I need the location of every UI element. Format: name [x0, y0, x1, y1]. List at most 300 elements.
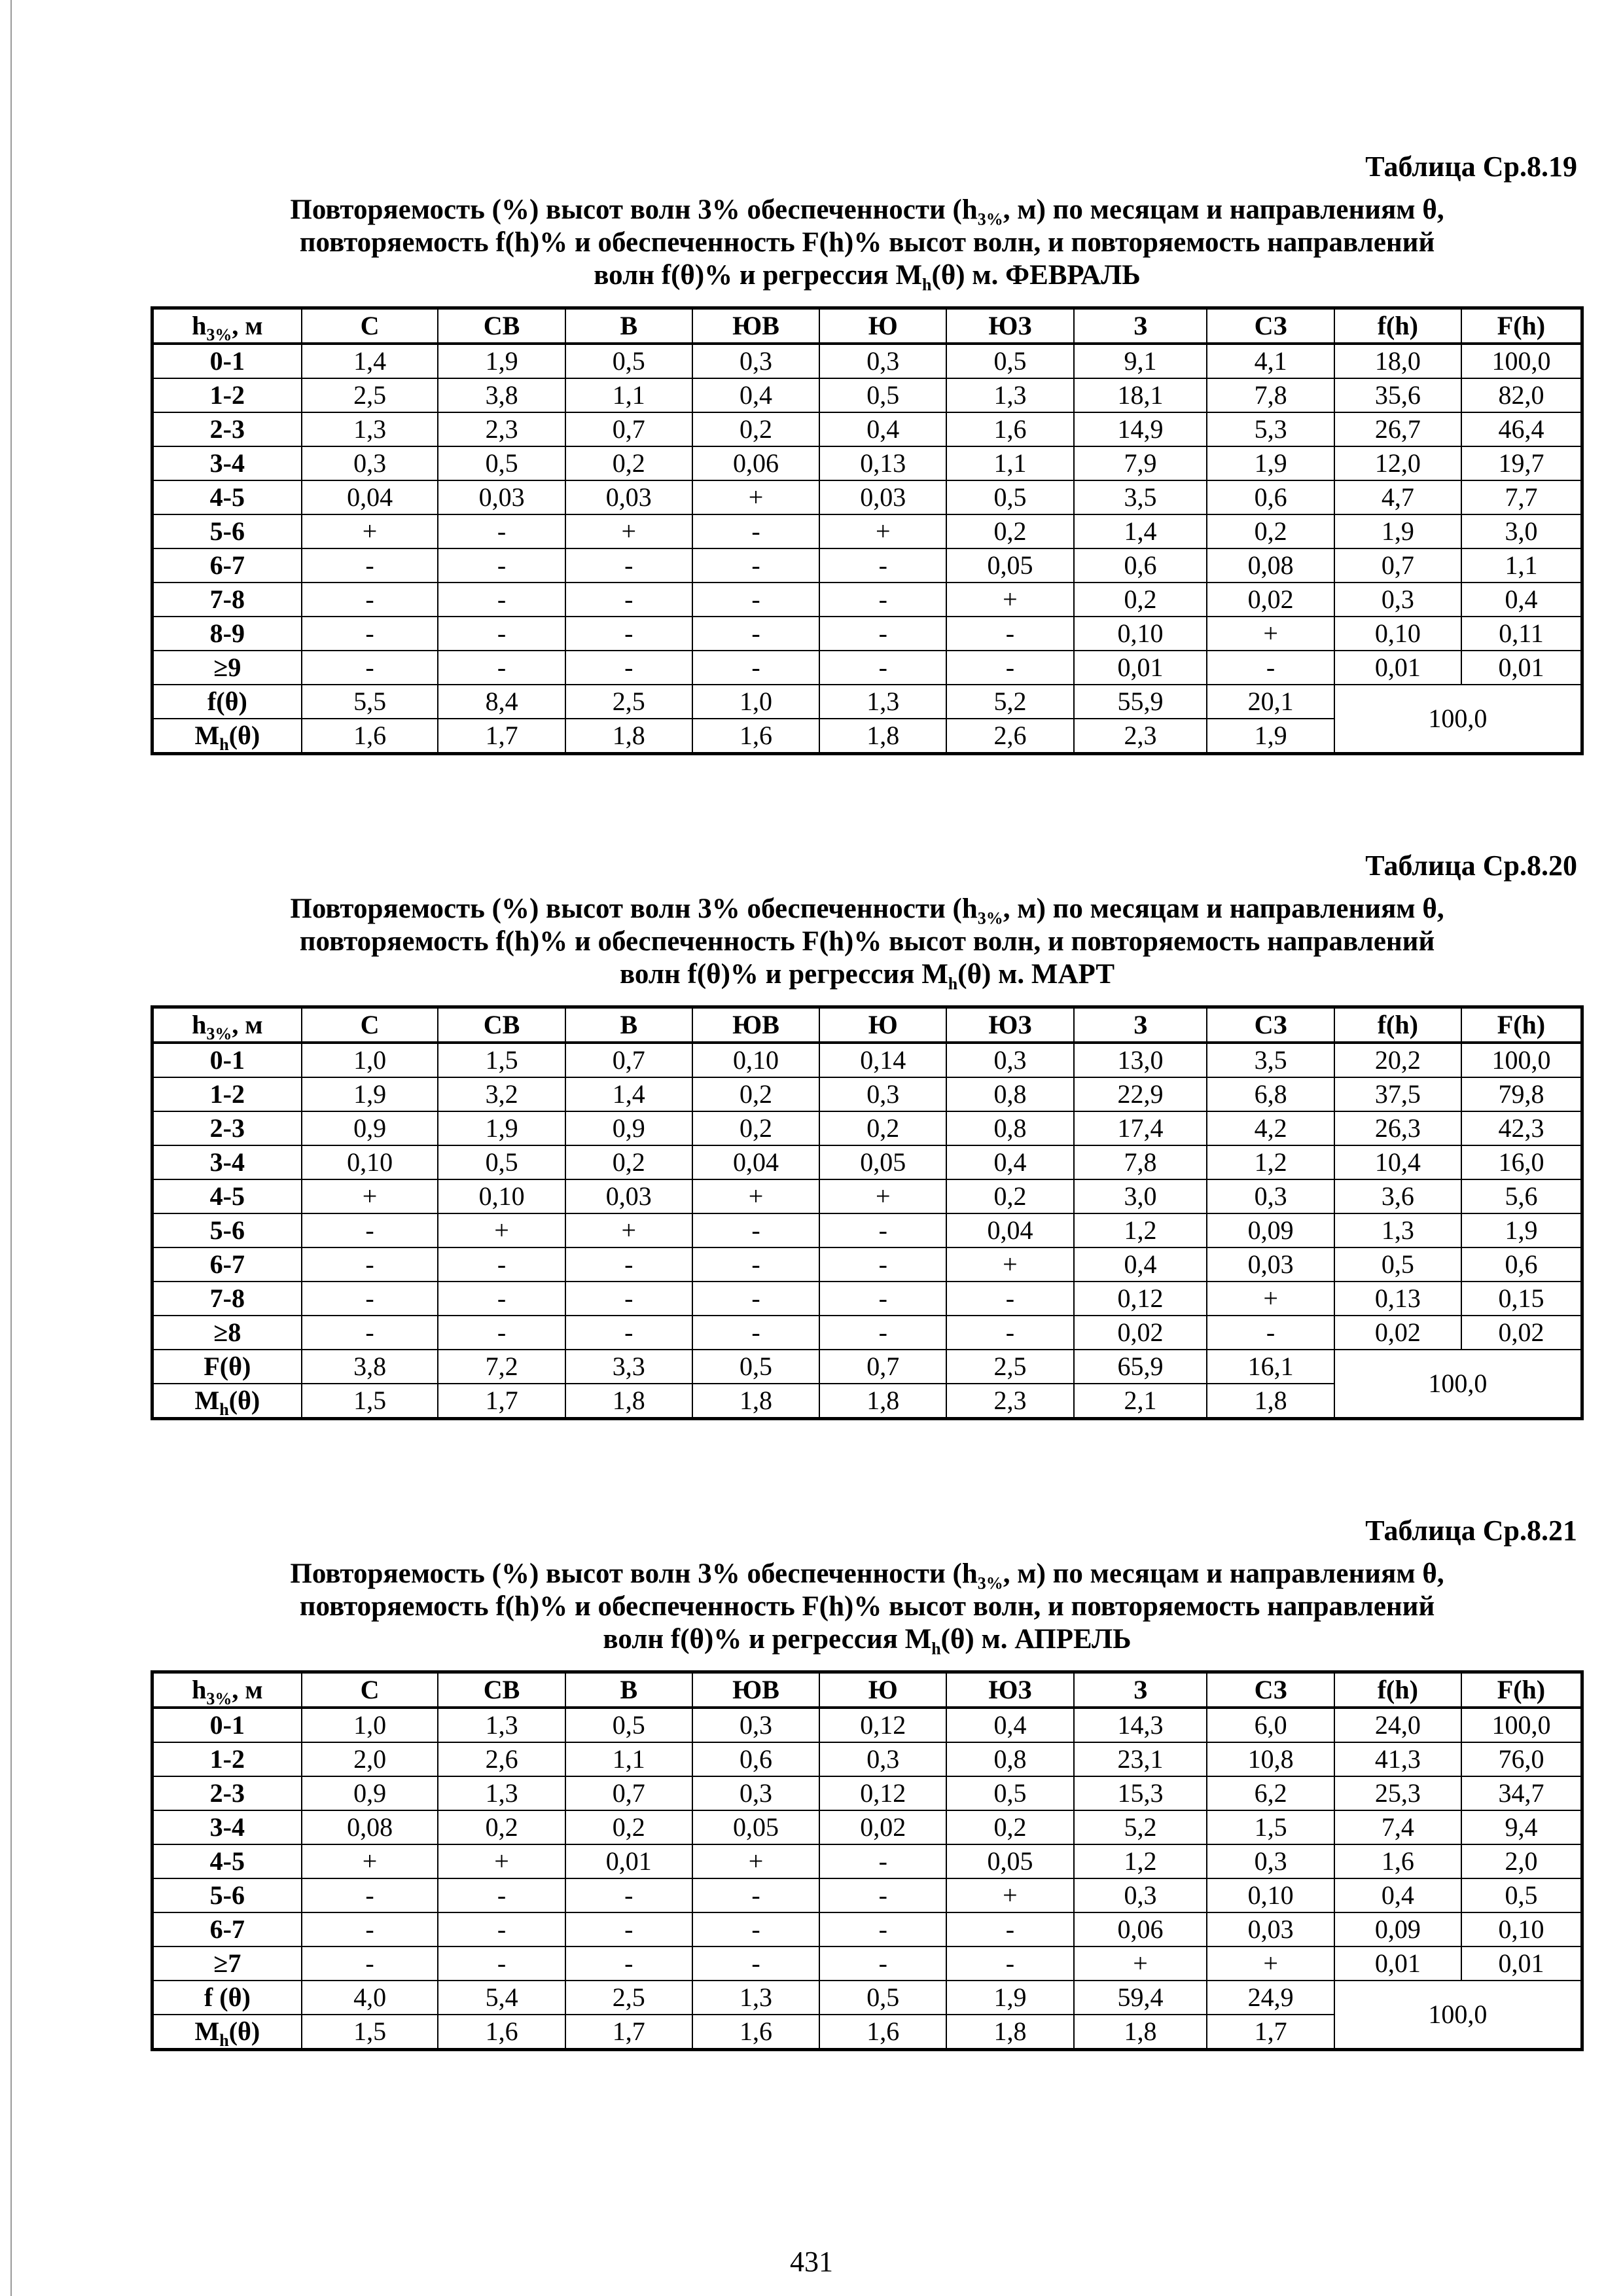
table-cell: 0,5 [819, 1981, 946, 2015]
table-cell: 18,0 [1334, 344, 1461, 378]
table-cell: - [692, 548, 819, 583]
table-section-8-20 [151, 848, 1584, 1420]
row-label: 6-7 [152, 548, 302, 583]
table-cell: 0,10 [692, 1043, 819, 1077]
table-row [152, 1708, 1582, 1742]
table-cell: - [438, 583, 565, 617]
table-caption [151, 893, 1584, 994]
table-cell: 0,12 [819, 1708, 946, 1742]
table-cell: - [565, 1912, 692, 1946]
table-cell: 1,6 [946, 412, 1073, 446]
wave-height-table-march [151, 1005, 1584, 1420]
table-cell: 0,02 [1461, 1316, 1582, 1350]
column-header: СВ [438, 1672, 565, 1708]
table-cell: 1,8 [565, 719, 692, 754]
table-cell: 0,04 [302, 480, 438, 514]
column-header: СЗ [1207, 1672, 1334, 1708]
table-cell: 0,08 [1207, 548, 1334, 583]
total-cell: 100,0 [1334, 1981, 1582, 2050]
table-cell: 26,7 [1334, 412, 1461, 446]
table-cell: 2,3 [946, 1384, 1073, 1419]
table-cell: 26,3 [1334, 1111, 1461, 1145]
table-cell: 0,3 [819, 1077, 946, 1111]
row-label: $M_h(\theta)$ [152, 1384, 302, 1419]
table-cell: 0,3 [819, 344, 946, 378]
table-row [152, 583, 1582, 617]
table-cell: - [692, 651, 819, 685]
table-cell: 5,3 [1207, 412, 1334, 446]
table-cell: 0,7 [565, 1776, 692, 1810]
table-cell: 19,7 [1461, 446, 1582, 480]
table-cell: 3,0 [1461, 514, 1582, 548]
table-cell: 10,8 [1207, 1742, 1334, 1776]
table-cell: 1,1 [946, 446, 1073, 480]
table-cell: 16,0 [1461, 1145, 1582, 1179]
table-cell: 0,14 [819, 1043, 946, 1077]
table-cell: 15,3 [1074, 1776, 1207, 1810]
table-cell: 1,8 [565, 1384, 692, 1419]
table-number: Таблица Ср.8.20 [1365, 850, 1577, 882]
table-cell: 0,01 [1461, 1946, 1582, 1981]
wave-height-table-february [151, 306, 1584, 755]
table-cell: - [302, 1912, 438, 1946]
table-row [152, 1111, 1582, 1145]
row-label: 2-3 [152, 1111, 302, 1145]
row-label: F(θ) [152, 1350, 302, 1384]
table-cell: 1,2 [1207, 1145, 1334, 1179]
row-label: 7-8 [152, 1282, 302, 1316]
table-cell: + [1207, 1282, 1334, 1316]
table-cell: 0,03 [565, 480, 692, 514]
table-cell: 0,4 [946, 1145, 1073, 1179]
table-cell: 0,2 [946, 1179, 1073, 1213]
table-row [152, 1077, 1582, 1111]
table-cell: 1,9 [1207, 719, 1334, 754]
table-cell: 0,10 [1207, 1878, 1334, 1912]
table-cell: 0,13 [1334, 1282, 1461, 1316]
table-cell: 2,3 [1074, 719, 1207, 754]
table-cell: 8,4 [438, 685, 565, 719]
table-row [152, 1316, 1582, 1350]
table-cell: 1,6 [1334, 1844, 1461, 1878]
table-cell: 0,6 [1074, 548, 1207, 583]
table-cell: + [1074, 1946, 1207, 1981]
table-cell: 0,10 [1074, 617, 1207, 651]
table-cell: 0,5 [565, 1708, 692, 1742]
table-cell: 1,8 [1207, 1384, 1334, 1419]
caption-line: волн f(θ)% и регрессия $M_h(\theta)$ м. МАРТ [620, 959, 1115, 994]
table-cell: - [692, 1213, 819, 1247]
table-cell: + [946, 1247, 1073, 1282]
table-cell: 0,03 [1207, 1912, 1334, 1946]
table-cell: 46,4 [1461, 412, 1582, 446]
table-cell: 1,7 [565, 2015, 692, 2050]
table-cell: 1,4 [565, 1077, 692, 1111]
table-cell: 4,7 [1334, 480, 1461, 514]
row-label: f (θ) [152, 1981, 302, 2015]
table-cell: + [302, 1179, 438, 1213]
row-label: 5-6 [152, 1213, 302, 1247]
table-row [152, 1844, 1582, 1878]
table-cell: 3,3 [565, 1350, 692, 1384]
caption-line: Повторяемость (%) высот волн 3% обеспеченности ($h_{3\%}$, м) по месяцам и направлениям θ, [290, 194, 1444, 229]
table-cell: 0,01 [565, 1844, 692, 1878]
row-label: 6-7 [152, 1247, 302, 1282]
table-cell: 41,3 [1334, 1742, 1461, 1776]
table-cell: - [819, 1213, 946, 1247]
column-header: Ю [819, 1672, 946, 1708]
caption-line: повторяемость f(h)% и обеспеченность F(h)% высот волн, и повторяемость направлений [299, 926, 1435, 957]
table-cell: 0,02 [819, 1810, 946, 1844]
table-cell: 1,5 [302, 2015, 438, 2050]
table-cell: 1,8 [1074, 2015, 1207, 2050]
column-header: $h_{3\%}$, м [152, 308, 302, 344]
row-label: 5-6 [152, 1878, 302, 1912]
table-cell: 3,5 [1074, 480, 1207, 514]
table-cell: 1,9 [438, 344, 565, 378]
table-cell: 7,8 [1074, 1145, 1207, 1179]
table-cell: 3,0 [1074, 1179, 1207, 1213]
table-cell: - [946, 1912, 1073, 1946]
table-cell: - [692, 1316, 819, 1350]
table-cell: 0,7 [565, 412, 692, 446]
caption-line: Повторяемость (%) высот волн 3% обеспеченности ($h_{3\%}$, м) по месяцам и направлениям θ, [290, 1558, 1444, 1593]
table-cell: 79,8 [1461, 1077, 1582, 1111]
column-header: З [1074, 1007, 1207, 1043]
page-number: 431 [790, 2246, 833, 2278]
table-cell: 3,6 [1334, 1179, 1461, 1213]
row-label: 8-9 [152, 617, 302, 651]
row-label: 4-5 [152, 1179, 302, 1213]
table-cell: + [1207, 1946, 1334, 1981]
table-cell: 3,2 [438, 1077, 565, 1111]
table-cell: - [692, 1247, 819, 1282]
table-cell: - [565, 1282, 692, 1316]
table-cell: 76,0 [1461, 1742, 1582, 1776]
table-cell: 0,2 [946, 514, 1073, 548]
table-section-8-19 [151, 149, 1584, 755]
table-cell: 1,4 [302, 344, 438, 378]
table-cell: - [438, 651, 565, 685]
table-cell: 0,7 [565, 1043, 692, 1077]
table-cell: - [565, 583, 692, 617]
row-label: ≥8 [152, 1316, 302, 1350]
table-cell: 0,2 [692, 1077, 819, 1111]
table-cell: 0,5 [438, 1145, 565, 1179]
table-cell: - [1207, 651, 1334, 685]
caption-line: Повторяемость (%) высот волн 3% обеспеченности ($h_{3\%}$, м) по месяцам и направлениям θ, [290, 893, 1444, 928]
column-header: ЮВ [692, 308, 819, 344]
table-cell: - [692, 1946, 819, 1981]
table-cell: - [819, 1946, 946, 1981]
table-cell: 22,9 [1074, 1077, 1207, 1111]
column-header: СВ [438, 308, 565, 344]
table-cell: 0,7 [1334, 548, 1461, 583]
table-cell: 1,1 [565, 1742, 692, 1776]
column-header: f(h) [1334, 1672, 1461, 1708]
table-cell: - [565, 617, 692, 651]
table-cell: - [438, 1247, 565, 1282]
table-cell: 5,2 [946, 685, 1073, 719]
row-label: 3-4 [152, 1145, 302, 1179]
table-cell: - [565, 1946, 692, 1981]
table-cell: + [692, 1179, 819, 1213]
table-cell: 0,02 [1334, 1316, 1461, 1350]
column-header: ЮВ [692, 1672, 819, 1708]
table-cell: 7,7 [1461, 480, 1582, 514]
table-cell: 1,6 [692, 2015, 819, 2050]
table-cell: 0,03 [819, 480, 946, 514]
row-label: 7-8 [152, 583, 302, 617]
row-label: ≥9 [152, 651, 302, 685]
table-cell: 5,4 [438, 1981, 565, 2015]
table-cell: - [819, 1316, 946, 1350]
column-header: С [302, 1007, 438, 1043]
row-label: 3-4 [152, 1810, 302, 1844]
table-cell: 1,5 [438, 1043, 565, 1077]
table-cell: 25,3 [1334, 1776, 1461, 1810]
table-cell: 1,3 [819, 685, 946, 719]
table-row [152, 412, 1582, 446]
table-cell: 0,2 [565, 1810, 692, 1844]
row-label: 1-2 [152, 378, 302, 412]
table-cell: 1,0 [302, 1708, 438, 1742]
table-cell: 1,9 [1207, 446, 1334, 480]
table-cell: 0,3 [819, 1742, 946, 1776]
column-header: f(h) [1334, 1007, 1461, 1043]
table-cell: 0,6 [692, 1742, 819, 1776]
table-cell: 1,9 [946, 1981, 1073, 2015]
table-row [152, 344, 1582, 378]
table-cell: + [946, 583, 1073, 617]
table-cell: 0,01 [1334, 1946, 1461, 1981]
row-label: 6-7 [152, 1912, 302, 1946]
table-cell: 1,8 [819, 1384, 946, 1419]
caption-line: волн f(θ)% и регрессия $M_h(\theta)$ м. АПРЕЛЬ [603, 1624, 1132, 1659]
table-cell: 0,12 [1074, 1282, 1207, 1316]
table-cell: - [565, 651, 692, 685]
table-cell: + [565, 1213, 692, 1247]
column-header: З [1074, 308, 1207, 344]
table-cell: - [302, 617, 438, 651]
table-caption [151, 1558, 1584, 1659]
table-cell: - [302, 583, 438, 617]
scan-edge-line [10, 0, 12, 2296]
table-cell: 0,3 [692, 1776, 819, 1810]
row-label: ≥7 [152, 1946, 302, 1981]
table-cell: 1,9 [1461, 1213, 1582, 1247]
table-cell: - [438, 1912, 565, 1946]
row-label: $M_h(\theta)$ [152, 719, 302, 754]
row-label: 1-2 [152, 1077, 302, 1111]
table-cell: 4,0 [302, 1981, 438, 2015]
table-cell: 0,10 [1334, 617, 1461, 651]
table-cell: 1,6 [819, 2015, 946, 2050]
row-label: 0-1 [152, 1708, 302, 1742]
table-row [152, 1282, 1582, 1316]
table-cell: 2,5 [565, 1981, 692, 2015]
table-cell: 1,1 [1461, 548, 1582, 583]
table-row [152, 1912, 1582, 1946]
table-cell: 0,2 [819, 1111, 946, 1145]
table-cell: 1,6 [302, 719, 438, 754]
table-cell: 14,9 [1074, 412, 1207, 446]
table-cell: 0,3 [692, 344, 819, 378]
table-cell: + [692, 480, 819, 514]
table-cell: 1,8 [819, 719, 946, 754]
table-cell: 0,03 [565, 1179, 692, 1213]
table-cell: - [692, 1878, 819, 1912]
table-cell: 0,8 [946, 1077, 1073, 1111]
table-row [152, 1810, 1582, 1844]
table-cell: 0,4 [946, 1708, 1073, 1742]
table-cell: 2,0 [302, 1742, 438, 1776]
table-cell: - [692, 1282, 819, 1316]
table-cell: 1,3 [1334, 1213, 1461, 1247]
table-cell: 9,1 [1074, 344, 1207, 378]
table-cell: - [692, 1912, 819, 1946]
table-row [152, 548, 1582, 583]
table-row [152, 617, 1582, 651]
table-cell: 0,02 [1207, 583, 1334, 617]
table-cell: 10,4 [1334, 1145, 1461, 1179]
table-cell: + [946, 1878, 1073, 1912]
table-cell: - [819, 651, 946, 685]
table-cell: 1,9 [1334, 514, 1461, 548]
table-cell: 2,6 [438, 1742, 565, 1776]
table-cell: - [819, 617, 946, 651]
table-cell: - [946, 1282, 1073, 1316]
table-cell: 0,2 [692, 412, 819, 446]
table-cell: 7,8 [1207, 378, 1334, 412]
table-cell: 1,5 [1207, 1810, 1334, 1844]
table-cell: 1,8 [692, 1384, 819, 1419]
table-row [152, 1213, 1582, 1247]
table-cell: 0,2 [946, 1810, 1073, 1844]
table-cell: 2,5 [302, 378, 438, 412]
table-cell: 17,4 [1074, 1111, 1207, 1145]
table-cell: 4,1 [1207, 344, 1334, 378]
table-cell: 1,3 [946, 378, 1073, 412]
table-cell: 0,10 [302, 1145, 438, 1179]
table-cell: 2,3 [438, 412, 565, 446]
table-cell: 0,04 [692, 1145, 819, 1179]
table-cell: 0,03 [1207, 1247, 1334, 1282]
table-cell: 0,10 [1461, 1912, 1582, 1946]
table-cell: 0,3 [946, 1043, 1073, 1077]
table-cell: 1,7 [438, 719, 565, 754]
row-label: f(θ) [152, 685, 302, 719]
table-cell: - [565, 548, 692, 583]
table-row [152, 1145, 1582, 1179]
table-cell: 1,3 [302, 412, 438, 446]
table-cell: 6,8 [1207, 1077, 1334, 1111]
table-cell: - [302, 1213, 438, 1247]
table-cell: 0,8 [946, 1111, 1073, 1145]
table-cell: 0,4 [1334, 1878, 1461, 1912]
column-header: Ю [819, 308, 946, 344]
table-cell: 0,3 [302, 446, 438, 480]
table-cell: 0,4 [1461, 583, 1582, 617]
column-header: В [565, 1007, 692, 1043]
table-caption [151, 194, 1584, 295]
table-cell: 2,1 [1074, 1384, 1207, 1419]
table-cell: - [438, 1878, 565, 1912]
table-cell: - [946, 651, 1073, 685]
table-cell: 3,5 [1207, 1043, 1334, 1077]
table-cell: 0,10 [438, 1179, 565, 1213]
table-cell: 1,3 [438, 1708, 565, 1742]
column-header: В [565, 1672, 692, 1708]
table-cell: - [946, 1316, 1073, 1350]
table-cell: 1,3 [438, 1776, 565, 1810]
table-cell: 0,05 [819, 1145, 946, 1179]
table-cell: 1,1 [565, 378, 692, 412]
direction-frequency-row [152, 685, 1582, 719]
table-cell: 1,7 [1207, 2015, 1334, 2050]
column-header: ЮЗ [946, 1007, 1073, 1043]
table-cell: 16,1 [1207, 1350, 1334, 1384]
table-cell: 1,9 [438, 1111, 565, 1145]
table-number: Таблица Ср.8.19 [1365, 151, 1577, 183]
table-cell: - [302, 651, 438, 685]
table-cell: 0,9 [302, 1111, 438, 1145]
row-label: 4-5 [152, 480, 302, 514]
table-cell: - [819, 1247, 946, 1282]
table-row [152, 1179, 1582, 1213]
table-cell: 23,1 [1074, 1742, 1207, 1776]
column-header: ЮЗ [946, 1672, 1073, 1708]
column-header: З [1074, 1672, 1207, 1708]
column-header: F(h) [1461, 1007, 1582, 1043]
table-cell: + [819, 514, 946, 548]
table-cell: 0,5 [438, 446, 565, 480]
column-header: ЮЗ [946, 308, 1073, 344]
table-cell: 0,4 [1074, 1247, 1207, 1282]
table-cell: 0,3 [1334, 583, 1461, 617]
table-cell: 0,5 [1461, 1878, 1582, 1912]
total-cell: 100,0 [1334, 1350, 1582, 1419]
table-row [152, 446, 1582, 480]
table-cell: - [438, 1316, 565, 1350]
row-label: 0-1 [152, 1043, 302, 1077]
table-cell: 3,8 [302, 1350, 438, 1384]
table-cell: 7,9 [1074, 446, 1207, 480]
table-cell: - [819, 1912, 946, 1946]
table-cell: 6,0 [1207, 1708, 1334, 1742]
table-row [152, 1776, 1582, 1810]
table-cell: 1,2 [1074, 1844, 1207, 1878]
caption-line: волн f(θ)% и регрессия $M_h(\theta)$ м. ФЕВРАЛЬ [594, 260, 1141, 295]
table-row [152, 1043, 1582, 1077]
table-cell: 37,5 [1334, 1077, 1461, 1111]
table-cell: - [565, 1316, 692, 1350]
column-header: СВ [438, 1007, 565, 1043]
table-cell: 0,5 [946, 1776, 1073, 1810]
table-cell: 65,9 [1074, 1350, 1207, 1384]
table-cell: 0,2 [692, 1111, 819, 1145]
table-cell: - [438, 548, 565, 583]
table-cell: 0,2 [565, 1145, 692, 1179]
table-cell: + [302, 514, 438, 548]
table-cell: 100,0 [1461, 344, 1582, 378]
table-cell: 100,0 [1461, 1708, 1582, 1742]
table-cell: 0,09 [1334, 1912, 1461, 1946]
table-cell: 0,05 [692, 1810, 819, 1844]
table-cell: 3,8 [438, 378, 565, 412]
table-cell: 5,2 [1074, 1810, 1207, 1844]
table-cell: - [819, 1844, 946, 1878]
